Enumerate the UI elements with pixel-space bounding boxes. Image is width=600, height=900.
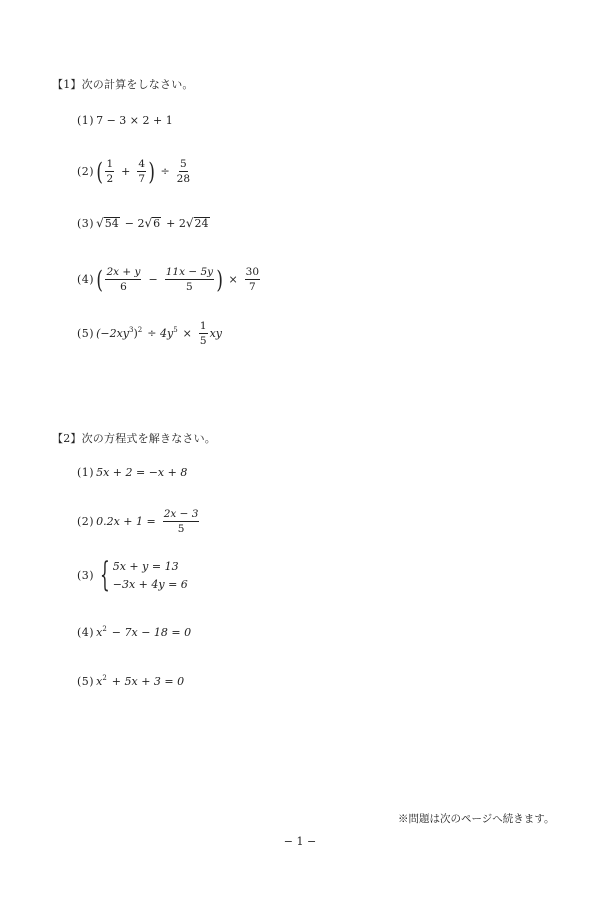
- operator: ÷: [160, 165, 170, 178]
- problem-number: (3): [77, 568, 95, 582]
- right-paren: ): [216, 265, 224, 294]
- term: xy: [209, 327, 222, 340]
- problem-2-1: [77, 466, 187, 479]
- fraction: $\frac{1}{5}$: [199, 320, 207, 347]
- square-root: √ 6: [144, 216, 161, 230]
- problem-2-4: [77, 626, 191, 639]
- problem-number: (2): [77, 165, 95, 178]
- problem-number: (1): [77, 466, 95, 479]
- equation: $x^2 - 7x - 18 = 0$: [96, 625, 192, 639]
- system-brace: {: [100, 555, 110, 595]
- expression: 7 − 3 × 2 + 1: [96, 114, 173, 127]
- problem-number: (4): [77, 273, 95, 286]
- problem-2-2: [77, 508, 201, 535]
- square-root: √ 54: [96, 216, 119, 230]
- equation-system: [113, 560, 188, 591]
- equation: 5x + y = 13: [112, 559, 179, 573]
- left-paren: (: [96, 157, 104, 186]
- operator: ×: [182, 327, 192, 340]
- problem-1-2: [77, 158, 192, 185]
- fraction: $\frac{2x + y}{6}$: [106, 266, 141, 293]
- continued-note: ※問題は次のページへ続きます。: [398, 813, 555, 825]
- equation: $x^2 + 5x + 3 = 0$: [96, 674, 185, 688]
- problem-number: (1): [77, 114, 95, 127]
- equation-lhs: 0.2x + 1 =: [96, 515, 156, 528]
- section-2-heading: 【2】次の方程式を解きなさい。: [52, 432, 216, 445]
- operator: −: [148, 273, 158, 286]
- problem-1-3: [77, 216, 210, 230]
- problem-number: (3): [77, 216, 95, 230]
- problem-number: (5): [77, 327, 95, 340]
- equation: 5x + 2 = −x + 8: [96, 466, 188, 479]
- operator: ×: [228, 273, 238, 286]
- problem-2-5: [77, 675, 184, 688]
- problem-1-4: [77, 266, 262, 293]
- term: ÷ $4y^5$: [147, 326, 178, 340]
- problem-number: (5): [77, 675, 95, 688]
- term: $(-2xy^3)^2$: [96, 326, 143, 340]
- equation: −3x + 4y = 6: [112, 577, 188, 591]
- fraction: $\frac{5}{28}$: [176, 158, 191, 185]
- operator: +: [121, 165, 131, 178]
- right-paren: ): [148, 157, 156, 186]
- fraction: $\frac{30}{7}$: [245, 266, 260, 293]
- left-paren: (: [96, 265, 104, 294]
- fraction: $\frac{2x - 3}{5}$: [163, 508, 199, 535]
- fraction: $\frac{1}{2}$: [106, 158, 114, 185]
- problem-number: (4): [77, 626, 95, 639]
- operator: − 2: [124, 216, 145, 230]
- page-number: − 1 −: [283, 835, 317, 848]
- fraction: $\frac{11x - 5y}{5}$: [165, 266, 214, 293]
- section-1-heading: 【1】次の計算をしなさい。: [52, 78, 194, 91]
- operator: + 2: [166, 216, 186, 230]
- problem-2-3: [77, 556, 188, 594]
- problem-1-5: [77, 320, 222, 347]
- problem-number: (2): [77, 515, 95, 528]
- square-root: √ 24: [185, 216, 209, 230]
- fraction: $\frac{4}{7}$: [138, 158, 146, 185]
- problem-1-1: [77, 114, 173, 127]
